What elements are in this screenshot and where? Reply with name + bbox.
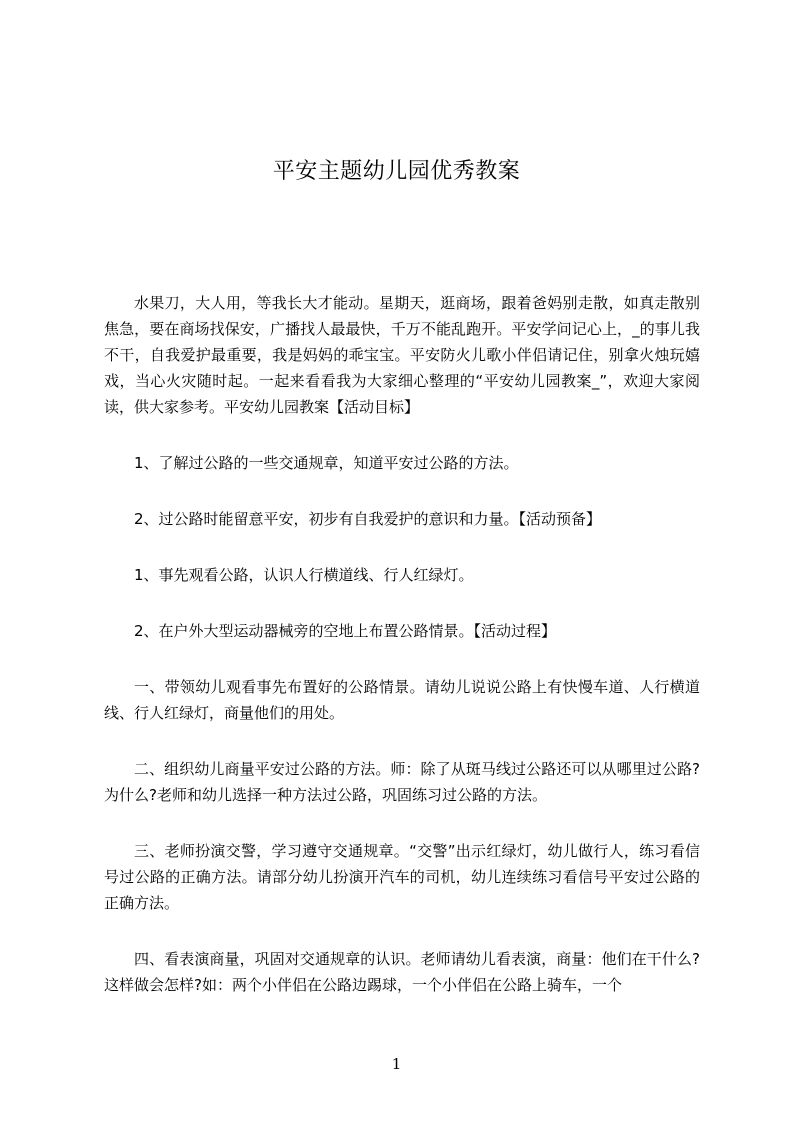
prep-item-2: 2、在户外大型运动器械旁的空地上布置公路情景。【活动过程】 bbox=[134, 622, 557, 640]
process-step-3: 三、老师扮演交警，学习遵守交通规章。“交警”出示红绿灯，幼儿做行人，练习看信号过公路的正确方法。请部分幼儿扮演开汽车的司机，幼儿连续练习看信号平安过公路的正确方法。 bbox=[104, 842, 700, 912]
intro-paragraph: 水果刀，大人用，等我长大才能动。星期天，逛商场，跟着爸妈别走散，如真走散别焦急，要在商场找保安，广播找人最最快，千万不能乱跑开。平安学问记心上，_的事儿我不干，自我爱护最重要，我是妈妈的乖宝宝。平安防火儿歌小伴侣请记住，别拿火烛玩嬉戏，当心火灾随时起。一起来看看我为大家细心整理的“平安幼儿园教案_”，欢迎大家阅读，供大家参考。平安幼儿园教案【活动目标】 bbox=[104, 294, 700, 416]
document-body bbox=[104, 290, 700, 998]
process-step-2: 二、组织幼儿商量平安过公路的方法。师：除了从斑马线过公路还可以从哪里过公路?为什么?老师和幼儿选择一种方法过公路，巩固练习过公路的方法。 bbox=[104, 760, 700, 804]
process-step-4: 四、看表演商量，巩固对交通规章的认识。老师请幼儿看表演，商量：他们在干什么?这样做会怎样?如：两个小伴侣在公路边踢球，一个小伴侣在公路上骑车，一个 bbox=[104, 950, 700, 994]
document-title: 平安主题幼儿园优秀教案 bbox=[272, 158, 521, 184]
goal-item-1: 1、了解过公路的一些交通规章，知道平安过公路的方法。 bbox=[134, 454, 519, 472]
process-step-1: 一、带领幼儿观看事先布置好的公路情景。请幼儿说说公路上有快慢车道、人行横道线、行人红绿灯，商量他们的用处。 bbox=[104, 678, 700, 722]
prep-item-1: 1、事先观看公路，认识人行横道线、行人红绿灯。 bbox=[134, 566, 474, 584]
goal-item-2: 2、过公路时能留意平安，初步有自我爱护的意识和力量。【活动预备】 bbox=[134, 510, 602, 528]
page-number: 1 bbox=[391, 1055, 402, 1073]
